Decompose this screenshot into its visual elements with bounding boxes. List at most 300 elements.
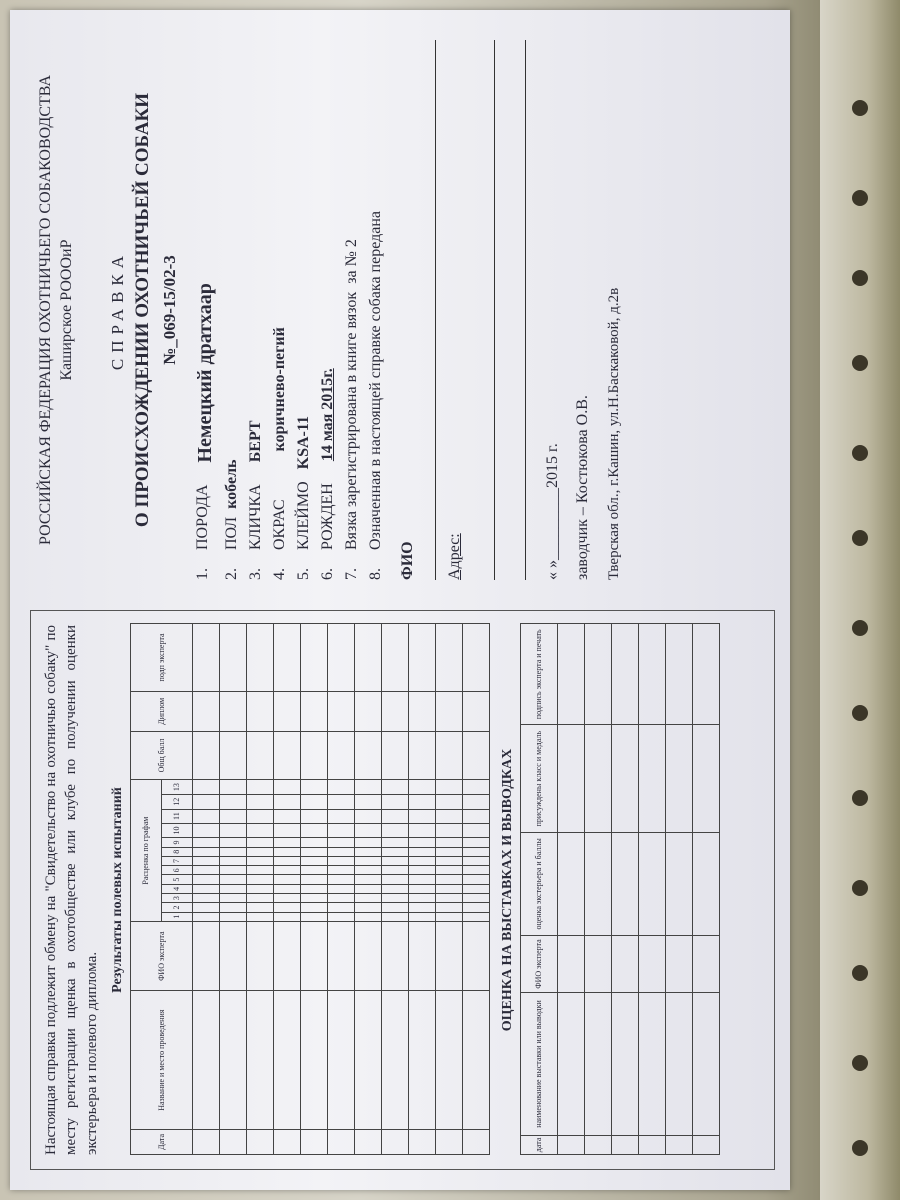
- detail-transfer: 8. Означенная в настоящей справке собака передана: [366, 210, 384, 580]
- detail-mating: 7. Вязка зарегистрирована в книге вязок за № 2: [342, 239, 360, 580]
- table-row: [408, 624, 435, 1155]
- table-cell: [381, 884, 408, 893]
- detail-born: 6. РОЖДЕН 14 мая 2015г.: [318, 368, 336, 580]
- table-cell: [273, 731, 300, 780]
- table-cell: [219, 847, 246, 856]
- table-cell: [300, 823, 327, 838]
- table-cell: [192, 780, 219, 795]
- dog-details: [194, 30, 385, 580]
- table-cell: [381, 780, 408, 795]
- table-cell: [435, 731, 462, 780]
- owner-address: Адрес:: [445, 533, 463, 580]
- table-cell: [638, 935, 665, 992]
- table-cell: [665, 832, 692, 935]
- table-row: [354, 624, 381, 1155]
- table-cell: [381, 624, 408, 692]
- table-cell: [692, 624, 719, 725]
- table-cell: [462, 624, 489, 692]
- table-cell: [462, 991, 489, 1129]
- table-cell: [354, 823, 381, 838]
- table-cell: [611, 624, 638, 725]
- table-cell: [192, 823, 219, 838]
- table-cell: [219, 780, 246, 795]
- detail-sex: 2. ПОЛ кобель: [222, 459, 240, 580]
- table-cell: [327, 794, 354, 809]
- table-cell: [246, 624, 273, 692]
- table-cell: [638, 624, 665, 725]
- table-cell: [408, 875, 435, 884]
- table-cell: [192, 991, 219, 1129]
- table-cell: [354, 991, 381, 1129]
- table-cell: [381, 823, 408, 838]
- table-cell: [354, 1129, 381, 1154]
- table-cell: [462, 823, 489, 838]
- col-exterior: оценка экстерьера и баллы: [520, 832, 557, 935]
- table-cell: [327, 780, 354, 795]
- table-cell: [354, 866, 381, 875]
- table-cell: [354, 809, 381, 823]
- table-cell: [219, 731, 246, 780]
- table-cell: [246, 691, 273, 731]
- table-cell: [354, 838, 381, 847]
- table-cell: [584, 1135, 611, 1154]
- table-cell: [381, 921, 408, 991]
- col-date: Дата: [130, 1129, 192, 1154]
- table-cell: [354, 894, 381, 903]
- table-cell: [219, 1129, 246, 1154]
- grade-col: 1: [161, 912, 192, 921]
- table-cell: [219, 856, 246, 865]
- table-cell: [408, 794, 435, 809]
- detail-brand: 5. КЛЕЙМО KSA-11: [294, 416, 312, 580]
- table-cell: [246, 912, 273, 921]
- breeder: заводчик – Костюкова О.В.: [573, 395, 591, 580]
- table-cell: [219, 991, 246, 1129]
- col-total: Общ балл: [130, 731, 192, 780]
- doc-title: СПРАВКА: [107, 249, 127, 371]
- grade-col: 12: [161, 794, 192, 809]
- table-cell: [246, 838, 273, 847]
- table-cell: [273, 912, 300, 921]
- table-cell: [192, 624, 219, 692]
- table-cell: [300, 809, 327, 823]
- table-cell: [354, 903, 381, 912]
- table-cell: [692, 832, 719, 935]
- table-cell: [584, 935, 611, 992]
- table-cell: [300, 780, 327, 795]
- table-cell: [300, 838, 327, 847]
- table-row: [462, 624, 489, 1155]
- table-cell: [381, 809, 408, 823]
- table-cell: [246, 866, 273, 875]
- table-cell: [327, 991, 354, 1129]
- table-cell: [435, 912, 462, 921]
- table-cell: [462, 780, 489, 795]
- grade-col: 13: [161, 780, 192, 795]
- table-cell: [435, 794, 462, 809]
- grade-col: 3: [161, 894, 192, 903]
- table-cell: [557, 1135, 584, 1154]
- table-cell: [354, 731, 381, 780]
- table-cell: [327, 856, 354, 865]
- table-cell: [381, 991, 408, 1129]
- table-cell: [462, 875, 489, 884]
- table-cell: [273, 809, 300, 823]
- table-cell: [462, 903, 489, 912]
- table-cell: [408, 884, 435, 893]
- table-cell: [408, 731, 435, 780]
- table-cell: [692, 935, 719, 992]
- table-cell: [273, 991, 300, 1129]
- table-cell: [408, 780, 435, 795]
- table-cell: [300, 856, 327, 865]
- table-cell: [435, 894, 462, 903]
- table-cell: [692, 725, 719, 832]
- table-cell: [381, 691, 408, 731]
- table-cell: [192, 903, 219, 912]
- table-cell: [300, 847, 327, 856]
- table-cell: [192, 1129, 219, 1154]
- doc-number: №_069-15/02-3: [159, 255, 179, 365]
- table-cell: [692, 993, 719, 1136]
- table-cell: [300, 991, 327, 1129]
- table-cell: [435, 780, 462, 795]
- table-cell: [300, 921, 327, 991]
- grade-col: 4: [161, 884, 192, 893]
- table-cell: [408, 903, 435, 912]
- table-cell: [246, 794, 273, 809]
- table-cell: [584, 993, 611, 1136]
- table-cell: [557, 624, 584, 725]
- table-cell: [354, 875, 381, 884]
- col-date: дата: [520, 1135, 557, 1154]
- table-cell: [462, 884, 489, 893]
- table-cell: [381, 894, 408, 903]
- table-cell: [327, 903, 354, 912]
- certificate-sheet: [10, 10, 790, 1190]
- table-cell: [435, 823, 462, 838]
- table-cell: [584, 832, 611, 935]
- table-cell: [300, 624, 327, 692]
- table-cell: [435, 884, 462, 893]
- table-cell: [327, 823, 354, 838]
- table-cell: [435, 624, 462, 692]
- table-row: [638, 624, 665, 1155]
- table-cell: [408, 624, 435, 692]
- table-cell: [246, 823, 273, 838]
- table-cell: [381, 794, 408, 809]
- table-cell: [219, 838, 246, 847]
- table-cell: [300, 866, 327, 875]
- table-cell: [273, 894, 300, 903]
- table-row: [381, 624, 408, 1155]
- table-cell: [192, 731, 219, 780]
- table-cell: [408, 1129, 435, 1154]
- table-cell: [665, 624, 692, 725]
- detail-name: 3. КЛИЧКА БЕРТ: [246, 420, 264, 580]
- table-cell: [300, 1129, 327, 1154]
- table-cell: [462, 691, 489, 731]
- col-show-name: наименование выставки или выводки: [520, 993, 557, 1136]
- table-cell: [381, 875, 408, 884]
- table-cell: [462, 809, 489, 823]
- table-cell: [435, 838, 462, 847]
- table-cell: [273, 624, 300, 692]
- address-line: [484, 40, 495, 580]
- table-cell: [327, 809, 354, 823]
- table-cell: [246, 847, 273, 856]
- table-row: [219, 624, 246, 1155]
- shows-title: ОЦЕНКА НА ВЫСТАВКАХ И ВЫВОДКАХ: [499, 748, 515, 1032]
- table-cell: [300, 691, 327, 731]
- table-cell: [584, 725, 611, 832]
- table-cell: [435, 856, 462, 865]
- table-cell: [435, 921, 462, 991]
- table-cell: [381, 866, 408, 875]
- table-cell: [300, 884, 327, 893]
- table-cell: [192, 809, 219, 823]
- table-cell: [638, 725, 665, 832]
- detail-breed: 1. ПОРОДА Немецкий дратхаар: [193, 283, 216, 580]
- table-cell: [408, 809, 435, 823]
- table-cell: [327, 731, 354, 780]
- table-cell: [381, 1129, 408, 1154]
- results-page: [30, 610, 775, 1170]
- table-cell: [354, 847, 381, 856]
- col-signature: подп эксперта: [130, 624, 192, 692]
- table-row: [327, 624, 354, 1155]
- org-line-1: РОССИЙСКАЯ ФЕДЕРАЦИЯ ОХОТНИЧЬЕГО СОБАКОВОДСТВА: [37, 75, 54, 545]
- table-cell: [246, 894, 273, 903]
- table-cell: [462, 921, 489, 991]
- table-row: [692, 624, 719, 1155]
- field-trials-title: Результаты полевых испытаний: [109, 787, 125, 993]
- table-cell: [273, 838, 300, 847]
- table-cell: [327, 847, 354, 856]
- table-row: [300, 624, 327, 1155]
- table-cell: [692, 1135, 719, 1154]
- table-cell: [327, 866, 354, 875]
- table-cell: [273, 847, 300, 856]
- col-name-place: Название и место проведения: [130, 991, 192, 1129]
- org-line-2: Каширское РОООиР: [57, 239, 75, 381]
- table-cell: [273, 856, 300, 865]
- col-expert: ФИО эксперта: [130, 921, 192, 991]
- table-cell: [408, 823, 435, 838]
- address-line: [515, 40, 526, 580]
- table-cell: [557, 725, 584, 832]
- table-cell: [462, 894, 489, 903]
- table-cell: [408, 838, 435, 847]
- table-cell: [219, 691, 246, 731]
- table-cell: [381, 731, 408, 780]
- table-cell: [408, 856, 435, 865]
- table-cell: [273, 875, 300, 884]
- table-cell: [246, 780, 273, 795]
- field-trials-table: [130, 623, 490, 1155]
- table-cell: [219, 866, 246, 875]
- table-cell: [192, 838, 219, 847]
- table-cell: [327, 912, 354, 921]
- table-cell: [327, 894, 354, 903]
- table-cell: [638, 993, 665, 1136]
- table-cell: [354, 912, 381, 921]
- table-cell: [408, 894, 435, 903]
- table-cell: [435, 847, 462, 856]
- table-row: [611, 624, 638, 1155]
- table-cell: [665, 993, 692, 1136]
- grade-col: 6: [161, 866, 192, 875]
- table-cell: [584, 624, 611, 725]
- table-row: [557, 624, 584, 1155]
- table-cell: [435, 875, 462, 884]
- table-cell: [381, 903, 408, 912]
- table-cell: [300, 912, 327, 921]
- table-cell: [611, 832, 638, 935]
- table-cell: [354, 921, 381, 991]
- table-cell: [219, 875, 246, 884]
- table-cell: [435, 691, 462, 731]
- table-cell: [219, 912, 246, 921]
- table-cell: [665, 1135, 692, 1154]
- table-cell: [300, 875, 327, 884]
- grade-col: 9: [161, 838, 192, 847]
- table-cell: [300, 794, 327, 809]
- table-cell: [462, 838, 489, 847]
- detail-color: 4. ОКРАС коричнево-пегий: [270, 327, 288, 580]
- table-cell: [381, 847, 408, 856]
- col-diploma: Диплом: [130, 691, 192, 731]
- table-cell: [435, 866, 462, 875]
- table-cell: [462, 731, 489, 780]
- table-cell: [273, 823, 300, 838]
- table-cell: [435, 991, 462, 1129]
- table-cell: [638, 832, 665, 935]
- table-cell: [246, 1129, 273, 1154]
- table-cell: [327, 875, 354, 884]
- table-cell: [665, 935, 692, 992]
- table-cell: [665, 725, 692, 832]
- table-row: [192, 624, 219, 1155]
- table-cell: [327, 921, 354, 991]
- table-cell: [557, 993, 584, 1136]
- table-cell: [246, 731, 273, 780]
- binder-sleeve: [820, 0, 900, 1200]
- table-cell: [462, 847, 489, 856]
- table-cell: [219, 903, 246, 912]
- table-cell: [557, 935, 584, 992]
- table-cell: [219, 624, 246, 692]
- grade-col: 8: [161, 847, 192, 856]
- table-cell: [300, 731, 327, 780]
- table-cell: [381, 838, 408, 847]
- table-cell: [381, 912, 408, 921]
- table-cell: [219, 894, 246, 903]
- table-cell: [246, 875, 273, 884]
- grade-col: 2: [161, 903, 192, 912]
- table-cell: [611, 993, 638, 1136]
- table-cell: [273, 780, 300, 795]
- table-cell: [611, 1135, 638, 1154]
- shows-table: [520, 623, 720, 1155]
- col-expert: ФИО эксперта: [520, 935, 557, 992]
- table-cell: [192, 847, 219, 856]
- grade-col: 7: [161, 856, 192, 865]
- grade-col: 5: [161, 875, 192, 884]
- table-cell: [354, 780, 381, 795]
- table-cell: [354, 624, 381, 692]
- table-cell: [557, 832, 584, 935]
- table-cell: [246, 856, 273, 865]
- table-cell: [462, 912, 489, 921]
- table-cell: [219, 884, 246, 893]
- table-cell: [327, 884, 354, 893]
- table-cell: [300, 903, 327, 912]
- table-cell: [192, 856, 219, 865]
- table-cell: [408, 866, 435, 875]
- table-cell: [192, 866, 219, 875]
- table-cell: [246, 991, 273, 1129]
- intro-text: Настоящая справка подлежит обмену на "Свидетельство на охотничью собаку" по месту регистрации щенка в охотобществе или клубе по получении оценки экстерьера и полевого диплома.: [43, 625, 100, 1155]
- table-cell: [192, 794, 219, 809]
- table-cell: [435, 1129, 462, 1154]
- table-cell: [435, 809, 462, 823]
- table-cell: [219, 921, 246, 991]
- table-row: [246, 624, 273, 1155]
- issue-date: « »_________2015 г.: [543, 443, 561, 580]
- table-cell: [192, 884, 219, 893]
- table-cell: [246, 809, 273, 823]
- table-cell: [354, 856, 381, 865]
- table-cell: [638, 1135, 665, 1154]
- table-cell: [300, 894, 327, 903]
- owner-fio: ФИО: [399, 40, 436, 580]
- grade-col: 10: [161, 823, 192, 838]
- table-cell: [462, 1129, 489, 1154]
- table-cell: [435, 903, 462, 912]
- table-cell: [327, 691, 354, 731]
- table-cell: [408, 691, 435, 731]
- table-cell: [381, 856, 408, 865]
- table-cell: [327, 624, 354, 692]
- table-cell: [462, 856, 489, 865]
- table-cell: [246, 903, 273, 912]
- table-row: [665, 624, 692, 1155]
- table-cell: [273, 866, 300, 875]
- table-cell: [354, 884, 381, 893]
- table-cell: [327, 1129, 354, 1154]
- breeder-address: Тверская обл., г.Кашин, ул.Н.Баскаковой, д.2в: [605, 287, 622, 580]
- table-cell: [462, 866, 489, 875]
- table-cell: [273, 691, 300, 731]
- col-class-medal: присуждены класс и медаль: [520, 725, 557, 832]
- table-cell: [273, 921, 300, 991]
- table-cell: [192, 894, 219, 903]
- table-cell: [192, 691, 219, 731]
- table-cell: [354, 691, 381, 731]
- table-cell: [219, 809, 246, 823]
- table-cell: [246, 884, 273, 893]
- table-cell: [273, 1129, 300, 1154]
- table-cell: [246, 921, 273, 991]
- table-cell: [354, 794, 381, 809]
- table-cell: [192, 912, 219, 921]
- table-cell: [462, 794, 489, 809]
- table-row: [584, 624, 611, 1155]
- col-grades: Расценка по графам: [130, 780, 161, 922]
- grade-col: 11: [161, 809, 192, 823]
- table-cell: [408, 847, 435, 856]
